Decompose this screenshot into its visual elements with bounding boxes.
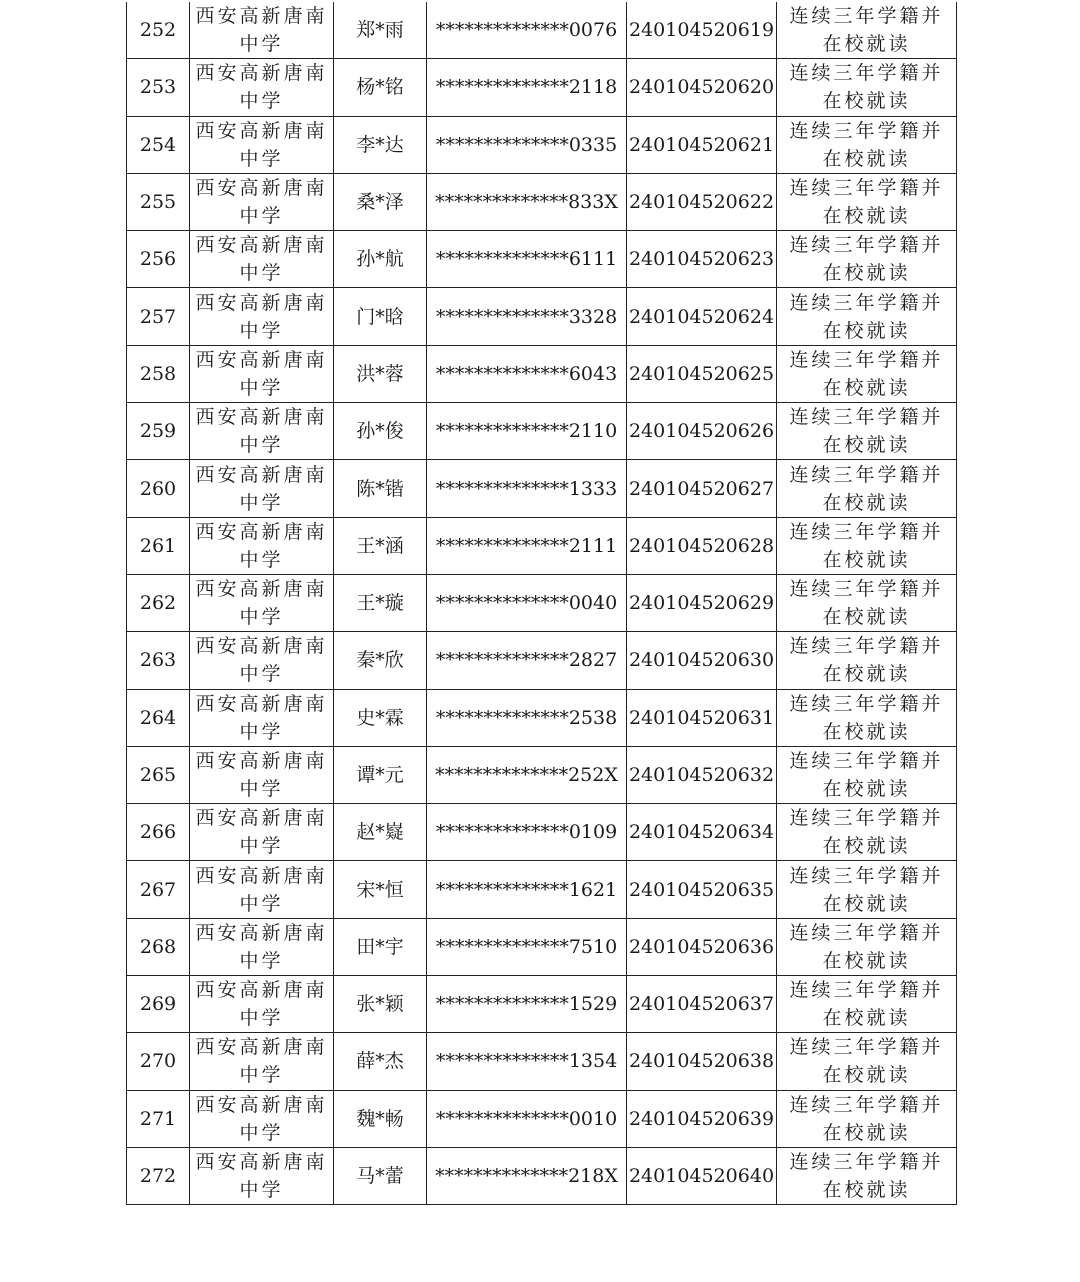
student-name-text: 李*达 — [356, 133, 404, 156]
seq-cell — [127, 231, 190, 288]
enrollment-status-cell — [777, 173, 957, 230]
masked-id-text: **************0335 — [435, 133, 618, 156]
table-row — [127, 1090, 957, 1147]
seq-cell — [127, 1147, 190, 1204]
table-row — [127, 976, 957, 1033]
enrollment-status-cell — [777, 918, 957, 975]
table-row — [127, 861, 957, 918]
enrollment-status-cell — [777, 2, 957, 59]
table-row — [127, 2, 957, 59]
registration-number-text: 240104520632 — [628, 764, 775, 786]
table-row — [127, 116, 957, 173]
student-name-cell — [334, 460, 427, 517]
school-text: 西安高新唐南中学 — [195, 1036, 328, 1087]
school-text: 西安高新唐南中学 — [195, 463, 328, 514]
student-name-cell — [334, 689, 427, 746]
seq-cell — [127, 288, 190, 345]
student-name-cell — [334, 976, 427, 1033]
seq-text: 260 — [139, 477, 177, 500]
registration-number-text: 240104520639 — [628, 1107, 775, 1130]
seq-text: 259 — [139, 420, 177, 443]
registration-number-cell — [627, 59, 777, 116]
masked-id-cell — [427, 231, 627, 288]
enrollment-status-text: 连续三年学籍并在校就读 — [789, 177, 944, 228]
enrollment-status-text: 连续三年学籍并在校就读 — [789, 234, 944, 285]
enrollment-status-text: 连续三年学籍并在校就读 — [789, 348, 944, 399]
registration-number-cell — [627, 976, 777, 1033]
school-cell — [190, 804, 334, 861]
school-cell — [190, 231, 334, 288]
school-cell — [190, 116, 334, 173]
table-row — [127, 59, 957, 116]
student-name-text: 秦*欣 — [356, 649, 404, 672]
enrollment-status-text: 连续三年学籍并在校就读 — [789, 119, 944, 170]
seq-cell — [127, 403, 190, 460]
registration-number-cell — [627, 2, 777, 59]
registration-number-cell — [627, 918, 777, 975]
school-cell — [190, 976, 334, 1033]
school-text: 西安高新唐南中学 — [195, 406, 328, 457]
masked-id-text: **************833X — [435, 191, 618, 214]
enrollment-status-text: 连续三年学籍并在校就读 — [789, 692, 944, 743]
masked-id-text: **************1333 — [435, 477, 618, 500]
school-text: 西安高新唐南中学 — [195, 62, 328, 113]
school-cell — [190, 1090, 334, 1147]
enrollment-status-cell — [777, 403, 957, 460]
seq-cell — [127, 746, 190, 803]
roster-table-body — [127, 2, 957, 1205]
seq-cell — [127, 116, 190, 173]
enrollment-status-cell — [777, 517, 957, 574]
seq-text: 255 — [139, 191, 177, 214]
student-name-cell — [334, 746, 427, 803]
school-text: 西安高新唐南中学 — [195, 864, 328, 915]
masked-id-cell — [427, 403, 627, 460]
masked-id-text: **************2118 — [435, 76, 618, 99]
masked-id-text: **************0010 — [435, 1107, 618, 1130]
masked-id-cell — [427, 976, 627, 1033]
seq-cell — [127, 1033, 190, 1090]
student-name-cell — [334, 231, 427, 288]
seq-cell — [127, 861, 190, 918]
seq-cell — [127, 918, 190, 975]
enrollment-status-text: 连续三年学籍并在校就读 — [789, 1151, 944, 1202]
seq-text: 269 — [139, 993, 177, 1016]
registration-number-text: 240104520626 — [628, 420, 775, 443]
enrollment-status-cell — [777, 689, 957, 746]
student-name-text: 孙*俊 — [356, 420, 404, 443]
school-text: 西安高新唐南中学 — [195, 1093, 328, 1144]
masked-id-text: **************1529 — [435, 993, 618, 1016]
masked-id-cell — [427, 288, 627, 345]
registration-number-cell — [627, 689, 777, 746]
masked-id-text: **************6043 — [435, 362, 618, 385]
student-name-text: 王*涵 — [356, 534, 404, 557]
student-name-text: 田*宇 — [356, 935, 404, 958]
table-row — [127, 288, 957, 345]
school-cell — [190, 517, 334, 574]
masked-id-text: **************252X — [435, 764, 618, 786]
student-name-text: 陈*锴 — [356, 477, 404, 500]
student-name-cell — [334, 173, 427, 230]
table-row — [127, 173, 957, 230]
registration-number-text: 240104520640 — [628, 1165, 775, 1188]
masked-id-text: **************2111 — [435, 534, 618, 557]
masked-id-cell — [427, 59, 627, 116]
table-row — [127, 460, 957, 517]
masked-id-text: **************7510 — [435, 935, 618, 958]
masked-id-cell — [427, 1090, 627, 1147]
registration-number-cell — [627, 345, 777, 402]
enrollment-status-cell — [777, 632, 957, 689]
masked-id-text: **************0076 — [435, 19, 618, 42]
registration-number-text: 240104520621 — [628, 133, 775, 156]
student-name-text: 魏*畅 — [356, 1107, 404, 1130]
seq-cell — [127, 173, 190, 230]
school-text: 西安高新唐南中学 — [195, 1151, 328, 1202]
table-row — [127, 1033, 957, 1090]
table-row — [127, 574, 957, 631]
seq-cell — [127, 804, 190, 861]
seq-cell — [127, 2, 190, 59]
registration-number-cell — [627, 460, 777, 517]
registration-number-text: 240104520623 — [628, 248, 775, 271]
registration-number-text: 240104520637 — [628, 993, 775, 1016]
school-cell — [190, 1033, 334, 1090]
seq-text: 252 — [139, 19, 177, 42]
enrollment-status-text: 连续三年学籍并在校就读 — [789, 520, 944, 571]
school-text: 西安高新唐南中学 — [195, 807, 328, 858]
enrollment-status-cell — [777, 976, 957, 1033]
seq-text: 272 — [139, 1165, 177, 1188]
table-row — [127, 345, 957, 402]
enrollment-status-cell — [777, 861, 957, 918]
student-name-cell — [334, 403, 427, 460]
seq-text: 261 — [139, 534, 177, 557]
masked-id-cell — [427, 2, 627, 59]
registration-number-text: 240104520622 — [628, 191, 775, 214]
masked-id-text: **************218X — [435, 1165, 618, 1188]
registration-number-cell — [627, 574, 777, 631]
registration-number-cell — [627, 231, 777, 288]
enrollment-status-text: 连续三年学籍并在校就读 — [789, 5, 944, 56]
school-cell — [190, 288, 334, 345]
student-name-text: 马*蕾 — [356, 1165, 404, 1188]
student-name-cell — [334, 1090, 427, 1147]
seq-text: 253 — [139, 76, 177, 99]
student-name-cell — [334, 804, 427, 861]
school-text: 西安高新唐南中学 — [195, 979, 328, 1030]
registration-number-text: 240104520625 — [628, 362, 775, 385]
school-cell — [190, 689, 334, 746]
enrollment-status-cell — [777, 460, 957, 517]
enrollment-status-text: 连续三年学籍并在校就读 — [789, 1036, 944, 1087]
student-name-text: 史*霖 — [356, 706, 404, 729]
masked-id-cell — [427, 574, 627, 631]
enrollment-status-cell — [777, 231, 957, 288]
masked-id-cell — [427, 345, 627, 402]
seq-cell — [127, 345, 190, 402]
masked-id-text: **************2538 — [435, 706, 618, 729]
seq-text: 262 — [139, 592, 177, 615]
school-text: 西安高新唐南中学 — [195, 578, 328, 629]
enrollment-status-cell — [777, 1033, 957, 1090]
school-cell — [190, 345, 334, 402]
masked-id-text: **************0040 — [435, 592, 618, 615]
registration-number-cell — [627, 1090, 777, 1147]
masked-id-cell — [427, 689, 627, 746]
school-text: 西安高新唐南中学 — [195, 692, 328, 743]
student-name-cell — [334, 918, 427, 975]
school-text: 西安高新唐南中学 — [195, 921, 328, 972]
masked-id-cell — [427, 116, 627, 173]
seq-text: 258 — [139, 362, 177, 385]
registration-number-cell — [627, 861, 777, 918]
seq-text: 254 — [139, 133, 177, 156]
enrollment-status-cell — [777, 345, 957, 402]
student-name-cell — [334, 288, 427, 345]
registration-number-text: 240104520627 — [628, 477, 775, 500]
roster-document — [126, 2, 954, 1205]
enrollment-status-cell — [777, 1147, 957, 1204]
table-row — [127, 231, 957, 288]
masked-id-text: **************6111 — [435, 248, 618, 271]
school-text: 西安高新唐南中学 — [195, 5, 328, 56]
seq-cell — [127, 460, 190, 517]
registration-number-cell — [627, 632, 777, 689]
seq-text: 257 — [139, 305, 177, 328]
registration-number-text: 240104520636 — [628, 935, 775, 958]
student-name-cell — [334, 632, 427, 689]
enrollment-status-cell — [777, 116, 957, 173]
registration-number-cell — [627, 1147, 777, 1204]
school-text: 西安高新唐南中学 — [195, 291, 328, 342]
student-name-text: 洪*蓉 — [356, 362, 404, 385]
seq-text: 270 — [139, 1050, 177, 1073]
registration-number-text: 240104520619 — [628, 19, 775, 42]
registration-number-cell — [627, 116, 777, 173]
student-name-text: 张*颖 — [356, 993, 404, 1016]
enrollment-status-text: 连续三年学籍并在校就读 — [789, 291, 944, 342]
enrollment-status-cell — [777, 288, 957, 345]
enrollment-status-text: 连续三年学籍并在校就读 — [789, 635, 944, 686]
school-cell — [190, 1147, 334, 1204]
registration-number-text: 240104520629 — [628, 592, 775, 615]
seq-text: 265 — [139, 764, 177, 786]
seq-cell — [127, 574, 190, 631]
school-text: 西安高新唐南中学 — [195, 635, 328, 686]
registration-number-text: 240104520630 — [628, 649, 775, 672]
student-name-text: 宋*恒 — [356, 878, 404, 901]
school-text: 西安高新唐南中学 — [195, 119, 328, 170]
seq-text: 266 — [139, 821, 177, 844]
school-cell — [190, 918, 334, 975]
table-row — [127, 689, 957, 746]
school-text: 西安高新唐南中学 — [195, 348, 328, 399]
registration-number-text: 240104520628 — [628, 534, 775, 557]
student-name-text: 郑*雨 — [356, 19, 404, 42]
enrollment-status-text: 连续三年学籍并在校就读 — [789, 62, 944, 113]
student-name-cell — [334, 59, 427, 116]
student-name-text: 谭*元 — [356, 764, 404, 786]
registration-number-text: 240104520634 — [628, 821, 775, 844]
student-name-cell — [334, 2, 427, 59]
masked-id-cell — [427, 1033, 627, 1090]
registration-number-cell — [627, 173, 777, 230]
masked-id-text: **************2827 — [435, 649, 618, 672]
enrollment-status-text: 连续三年学籍并在校就读 — [789, 1093, 944, 1144]
seq-text: 256 — [139, 248, 177, 271]
table-row — [127, 1147, 957, 1204]
student-name-text: 赵*嶷 — [356, 821, 404, 844]
masked-id-text: **************0109 — [435, 821, 618, 844]
seq-cell — [127, 689, 190, 746]
enrollment-status-text: 连续三年学籍并在校就读 — [789, 750, 944, 800]
enrollment-status-cell — [777, 59, 957, 116]
masked-id-cell — [427, 173, 627, 230]
school-text: 西安高新唐南中学 — [195, 750, 328, 800]
enrollment-status-cell — [777, 574, 957, 631]
masked-id-text: **************1354 — [435, 1050, 618, 1073]
student-name-text: 孙*航 — [356, 248, 404, 271]
student-name-cell — [334, 116, 427, 173]
school-cell — [190, 59, 334, 116]
seq-text: 268 — [139, 935, 177, 958]
seq-cell — [127, 59, 190, 116]
seq-text: 271 — [139, 1107, 177, 1130]
enrollment-status-cell — [777, 804, 957, 861]
table-row — [127, 632, 957, 689]
enrollment-status-text: 连续三年学籍并在校就读 — [789, 406, 944, 457]
school-text: 西安高新唐南中学 — [195, 234, 328, 285]
table-row — [127, 746, 957, 803]
registration-number-text: 240104520620 — [628, 76, 775, 99]
enrollment-status-cell — [777, 746, 957, 803]
school-text: 西安高新唐南中学 — [195, 177, 328, 228]
registration-number-cell — [627, 746, 777, 803]
student-name-text: 王*璇 — [356, 592, 404, 615]
student-name-text: 门*晗 — [356, 305, 404, 328]
enrollment-status-text: 连续三年学籍并在校就读 — [789, 979, 944, 1030]
masked-id-cell — [427, 1147, 627, 1204]
registration-number-cell — [627, 288, 777, 345]
school-cell — [190, 173, 334, 230]
school-cell — [190, 861, 334, 918]
student-name-text: 杨*铭 — [356, 76, 404, 99]
masked-id-cell — [427, 861, 627, 918]
student-name-text: 薛*杰 — [356, 1050, 404, 1073]
enrollment-status-text: 连续三年学籍并在校就读 — [789, 463, 944, 514]
table-row — [127, 517, 957, 574]
student-name-cell — [334, 861, 427, 918]
masked-id-cell — [427, 460, 627, 517]
seq-text: 263 — [139, 649, 177, 672]
masked-id-text: **************2110 — [435, 420, 618, 443]
seq-cell — [127, 976, 190, 1033]
table-row — [127, 804, 957, 861]
student-name-cell — [334, 1033, 427, 1090]
enrollment-status-text: 连续三年学籍并在校就读 — [789, 578, 944, 629]
registration-number-text: 240104520624 — [628, 305, 775, 328]
registration-number-cell — [627, 517, 777, 574]
school-cell — [190, 2, 334, 59]
masked-id-cell — [427, 918, 627, 975]
table-row — [127, 918, 957, 975]
masked-id-cell — [427, 746, 627, 803]
enrollment-status-cell — [777, 1090, 957, 1147]
seq-cell — [127, 1090, 190, 1147]
seq-text: 264 — [139, 706, 177, 729]
masked-id-text: **************1621 — [435, 878, 618, 901]
registration-number-text: 240104520638 — [628, 1050, 775, 1073]
school-cell — [190, 403, 334, 460]
seq-cell — [127, 517, 190, 574]
registration-number-cell — [627, 403, 777, 460]
registration-number-cell — [627, 1033, 777, 1090]
masked-id-text: **************3328 — [435, 305, 618, 328]
school-text: 西安高新唐南中学 — [195, 520, 328, 571]
school-cell — [190, 746, 334, 803]
enrollment-status-text: 连续三年学籍并在校就读 — [789, 807, 944, 858]
registration-number-text: 240104520635 — [628, 878, 775, 901]
student-roster-table — [126, 2, 957, 1205]
student-name-cell — [334, 345, 427, 402]
seq-cell — [127, 632, 190, 689]
school-cell — [190, 632, 334, 689]
enrollment-status-text: 连续三年学籍并在校就读 — [789, 921, 944, 972]
masked-id-cell — [427, 804, 627, 861]
student-name-cell — [334, 1147, 427, 1204]
school-cell — [190, 574, 334, 631]
seq-text: 267 — [139, 878, 177, 901]
school-cell — [190, 460, 334, 517]
enrollment-status-text: 连续三年学籍并在校就读 — [789, 864, 944, 915]
table-row — [127, 403, 957, 460]
masked-id-cell — [427, 517, 627, 574]
masked-id-cell — [427, 632, 627, 689]
student-name-cell — [334, 574, 427, 631]
student-name-text: 桑*泽 — [356, 191, 404, 214]
registration-number-cell — [627, 804, 777, 861]
registration-number-text: 240104520631 — [628, 706, 775, 729]
student-name-cell — [334, 517, 427, 574]
